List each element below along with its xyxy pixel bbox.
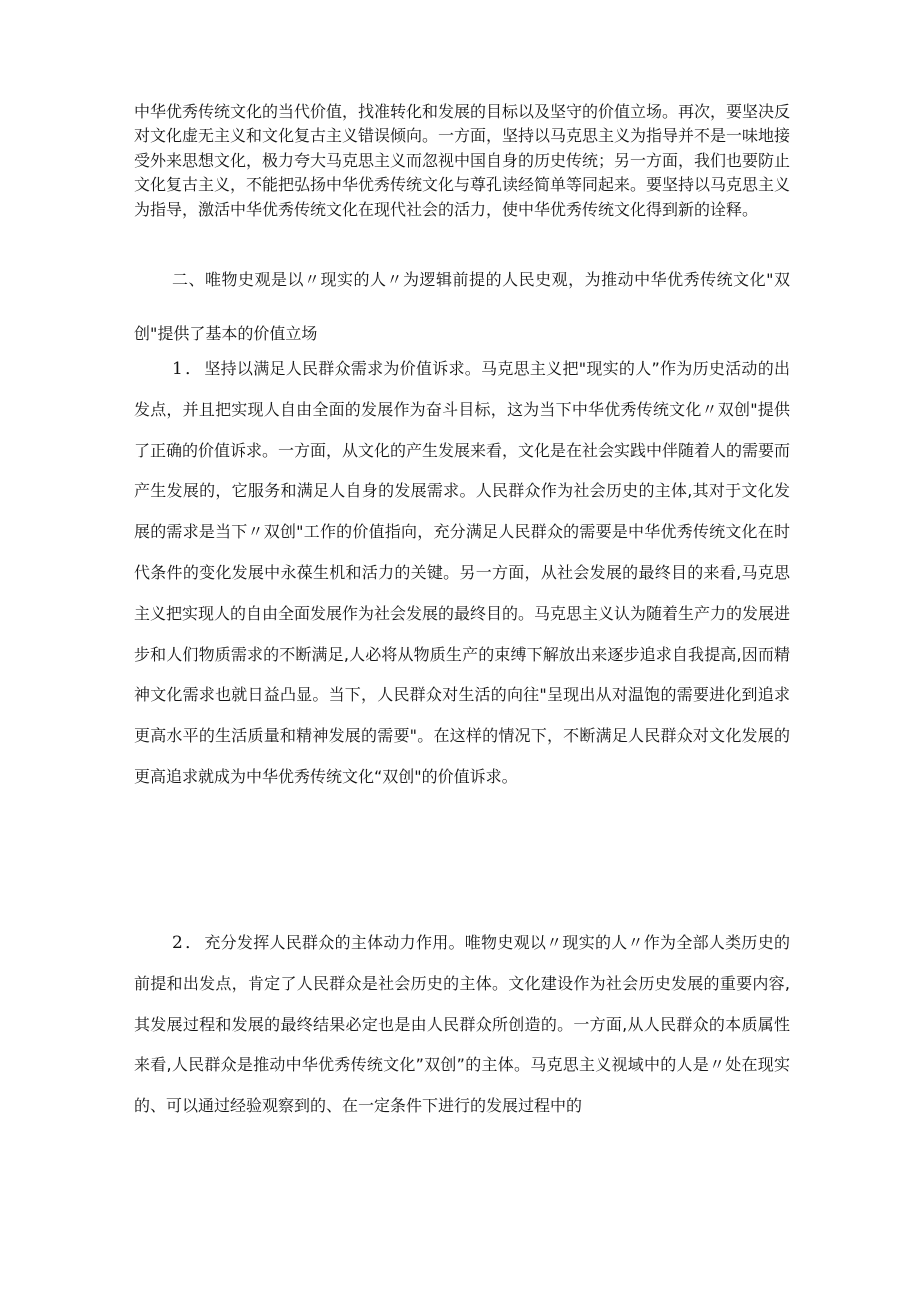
list-item-1 xyxy=(134,349,790,798)
list-item-2-text: 充分发挥人民群众的主体动力作用。唯物史观以〃现实的人〃作为全部人类历史的前提和出发点，肯定了人民群众是社会历史的主体。文化建设作为社会历史发展的重要内容,其发展过程和发展的最终结果必定也是由人民群众所创造的。一方面,从人民群众的本质属性来看,人民群众是推动中华优秀传统文化”双创”的主体。马克思主义视域中的人是〃处在现实的、可以通过经验观察到的、在一定条件下进行的发展过程中的 xyxy=(134,933,790,1116)
section-heading: 二、唯物史观是以〃现实的人〃为逻辑前提的人民史观，为推动中华优秀传统文化"双创"提供了基本的价值立场 xyxy=(134,270,790,343)
paragraph-top: 中华优秀传统文化的当代价值，找准转化和发展的目标以及坚守的价值立场。再次，要坚决反对文化虚无主义和文化复古主义错误倾向。一方面，坚持以马克思主义为指导并不是一味地接受外来思想文化，极力夸大马克思主义而忽视中国自身的历史传统；另一方面，我们也要防止文化复古主义，不能把弘扬中华优秀传统文化与尊孔读经简单等同起来。要坚持以马克思主义为指导，激活中华优秀传统文化在现代社会的活力，使中华优秀传统文化得到新的诠释。 xyxy=(134,102,791,219)
list-item-1-number: 1． xyxy=(172,359,205,379)
list-item-1-text: 坚持以满足人民群众需求为价值诉求。马克思主义把"现实的人”作为历史活动的出发点，并且把实现人自由全面的发展作为奋斗目标，这为当下中华优秀传统文化〃双创"提供了正确的价值诉求。一方面，从文化的产生发展来看，文化是在社会实践中伴随着人的需要而产生发展的，它服务和满足人自身的发展需求。人民群众作为社会历史的主体,其对于文化发展的需求是当下〃双创"工作的价值指向，充分满足人民群众的需要是中华优秀传统文化在时代条件的变化发展中永葆生机和活力的关键。另一方面，从社会发展的最终目的来看,马克思主义把实现人的自由全面发展作为社会发展的最终目的。马克思主义认为随着生产力的发展进步和人们物质需求的不断满足,人必将从物质生产的束缚下解放出来逐步追求自我提高,因而精神文化需求也就日益凸显。当下，人民群众对生活的向往"呈现出从对温饱的需要进化到追求更高水平的生活质量和精神发展的需要"。在这样的情况下，不断满足人民群众对文化发展的更高追求就成为中华优秀传统文化“双创"的价值诉求。 xyxy=(134,359,791,786)
list-item-2 xyxy=(134,923,790,1127)
list-item-2-number: 2． xyxy=(172,933,205,953)
